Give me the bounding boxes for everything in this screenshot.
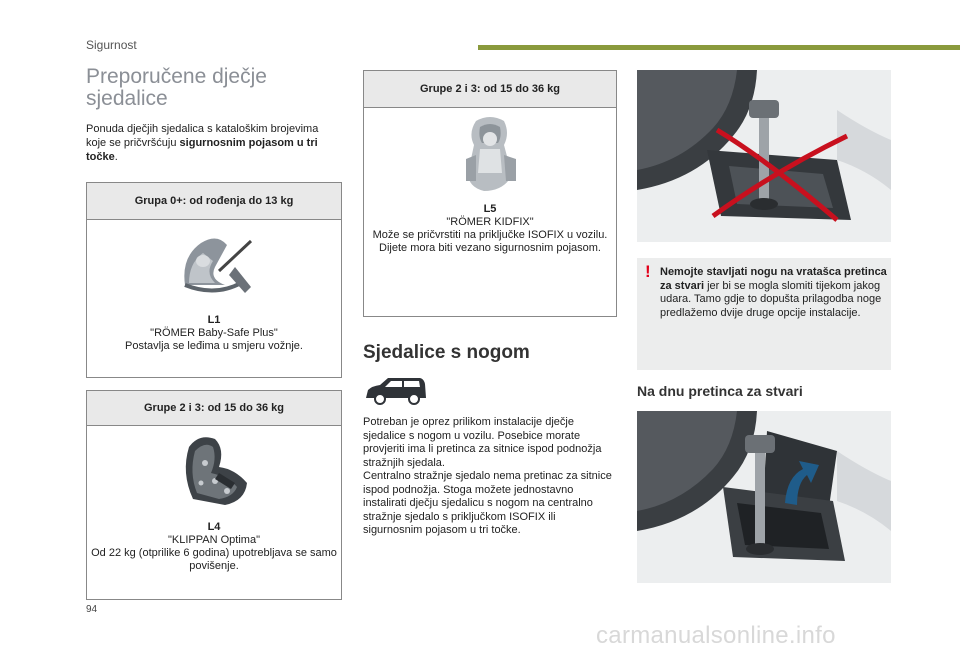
seat-card-l1 [86,182,342,378]
bottom-section-title: Na dnu pretinca za stvari [637,383,803,399]
warning-body: jer bi se mogla slomiti tijekom jakog udara. Tamo gdje to dopušta prilagodba noge predlažemo dvije druge opcije instalacije. [660,279,882,319]
seat-card-caption [91,521,337,573]
watermark: carmanualsonline.info [596,622,836,649]
legs-section-body [363,416,615,538]
seat-card-l5 [363,70,617,317]
seat-description: Može se pričvrstiti na priključke ISOFIX u vozilu. [372,229,608,241]
section-accent-bar [478,45,960,50]
intro-text [86,122,336,164]
legs-paragraph-1: Potreban je oprez prilikom instalacije dječje sjedalice s nogom u vozilu. Posebice morate provjeriti ima li pretinca za sitnice ispod podnožja stražnjih sjedala. [363,416,602,469]
legs-section-title: Sjedalice s nogom [363,342,530,363]
seat-name: "RÖMER KIDFIX" [446,216,534,228]
leg-on-lid-wrong-image [637,70,891,242]
seat-code: L1 [207,314,221,326]
booster-seat-image [175,433,255,509]
leg-in-compartment-image [637,411,891,583]
warning-icon: ! [645,262,651,281]
intro-end: . [114,151,118,163]
intro-plain: Ponuda dječjih sjedalica s kataloškim brojevima koje se pričvršćuju [86,123,319,149]
seat-card-caption [368,203,612,255]
seat-code: L4 [207,521,221,533]
seat-description: Postavlja se leđima u smjeru vožnje. [125,340,303,352]
kidfix-seat-image [454,115,530,195]
vehicle-icon [364,376,428,406]
page-number: 94 [86,604,98,615]
seat-description: Od 22 kg (otprilike 6 godina) upotrebljava se samo povišenje. [91,547,337,572]
warning-text [660,266,888,320]
seat-card-header: Grupe 2 i 3: od 15 do 36 kg [364,71,616,108]
seat-card-header: Grupe 2 i 3: od 15 do 36 kg [87,391,341,426]
baby-seat-image [175,227,255,299]
seat-code: L5 [483,203,497,215]
seat-description-2: Dijete mora biti vezano sigurnosnim pojasom. [379,242,601,254]
seat-card-caption [91,314,337,353]
page-title-line-2: sjedalice [86,87,168,110]
section-label: Sigurnost [86,38,137,52]
legs-paragraph-2: Centralno stražnje sjedalo nema pretinac za sitnice ispod podnožja. Stoga možete jednostavno instalirati dječju sjedalicu s nogom na centralno stražnje sjedalo s priključkom ISOFIX ili sigurnosnim pojasom u tri točke. [363,470,612,536]
warning-bold: Nemojte stavljati nogu na vratašca pretinca za stvari [660,266,887,292]
page-title [86,66,346,110]
page-title-line-1: Preporučene dječje [86,65,267,88]
seat-name: "KLIPPAN Optima" [168,534,260,546]
seat-card-l4 [86,390,342,600]
seat-name: "RÖMER Baby-Safe Plus" [150,327,278,339]
seat-card-header: Grupa 0+: od rođenja do 13 kg [87,183,341,220]
intro-bold: sigurnosnim pojasom u tri točke [86,137,318,163]
